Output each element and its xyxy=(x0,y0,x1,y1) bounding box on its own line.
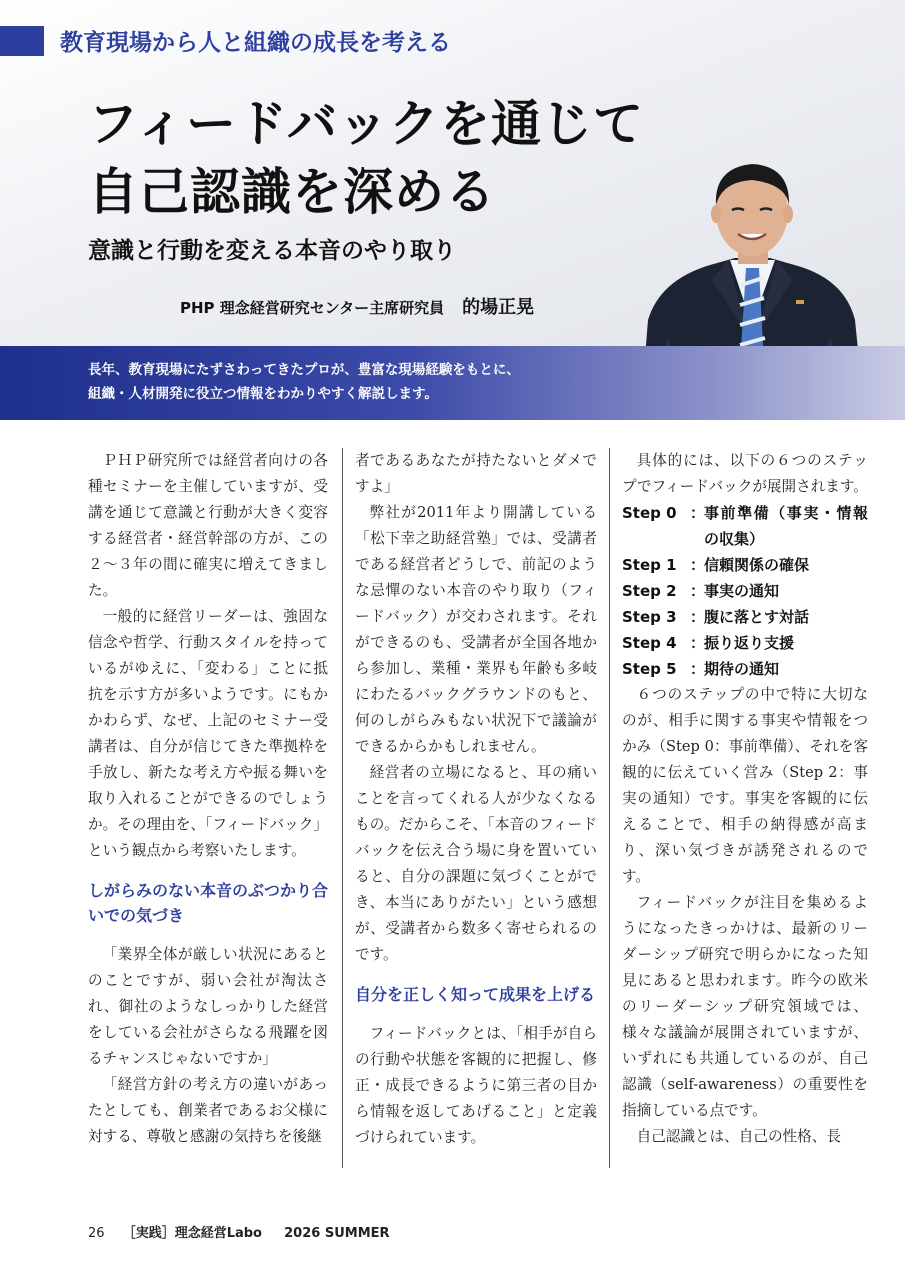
magazine-name: ［実践］理念経営Labo xyxy=(122,1226,262,1241)
author-byline xyxy=(180,293,534,319)
step-item: Step 0 ： 事前準備（事実・情報の収集） xyxy=(622,500,868,552)
step-item: Step 4 ： 振り返り支援 xyxy=(622,630,868,656)
column-divider xyxy=(609,448,610,1168)
step-label: Step 3 xyxy=(622,608,677,626)
step-item: Step 5 ： 期待の通知 xyxy=(622,656,868,682)
step-text: 期待の通知 xyxy=(704,660,780,678)
author-affiliation: PHP 理念経営研究センター主席研究員 xyxy=(180,299,445,317)
column-1 xyxy=(88,448,328,1150)
step-label: Step 0 xyxy=(622,504,677,522)
article-subtitle: 意識と行動を変える本音のやり取り xyxy=(88,238,456,264)
step-text: 信頼関係の確保 xyxy=(704,556,810,574)
step-item: Step 2 ： 事実の通知 xyxy=(622,578,868,604)
title-line-2: 自己認識を深める xyxy=(88,163,496,221)
paragraph: 「業界全体が厳しい状況にあるとのことですが、弱い会社が淘汰され、御社のようなしっかりした経営をしている会社がさらなる飛躍を図るチャンスじゃないですか」 xyxy=(88,946,328,1067)
column-divider xyxy=(342,448,343,1168)
column-2 xyxy=(355,448,597,1151)
paragraph: ６つのステップの中で特に大切なのが、相手に関する事実や情報をつかみ（Step 0：事前準備）、それを客観的に伝えていく営み（Step 2：事実の通知）です。事実を客観的に伝えることで、相手の納得感が高まり、深い気づきが誘発されるのです。 xyxy=(622,686,868,885)
paragraph: 者であるあなたが持たないとダメですよ」 xyxy=(355,452,597,495)
lead-text xyxy=(88,358,520,406)
page-footer xyxy=(88,1222,390,1241)
paragraph: 経営者の立場になると、耳の痛いことを言ってくれる人が少なくなるもの。だからこそ、「本音のフィードバックを伝え合う場に身を置いていると、自分の課題に気づくことができ、本当にありがたい」という感想が、受講者から数多く寄せられるのです。 xyxy=(355,764,597,963)
step-item: Step 1 ： 信頼関係の確保 xyxy=(622,552,868,578)
step-label: Step 1 xyxy=(622,556,677,574)
step-label: Step 5 xyxy=(622,660,677,678)
paragraph: 自己認識とは、自己の性格、長 xyxy=(636,1128,841,1145)
lead-line-2: 組織・人材開発に役立つ情報をわかりやすく解説します。 xyxy=(88,386,438,402)
paragraph: フィードバックとは、「相手が自らの行動や状態を客観的に把握し、修正・成長できるように第三者の目から情報を返してあげること」と定義づけられています。 xyxy=(355,1025,597,1146)
column-3 xyxy=(622,448,868,1150)
series-title: 教育現場から人と組織の成長を考える xyxy=(60,30,451,56)
step-list xyxy=(622,500,868,682)
step-label: Step 2 xyxy=(622,582,677,600)
paragraph: フィードバックが注目を集めるようになったきっかけは、最新のリーダーシップ研究で明らかになった知見にあると思われます。昨今の欧米のリーダーシップ研究領域では、様々な議論が展開されていますが、いずれにも共通しているのが、自己認識（self-awareness）の重要性を指摘している点です。 xyxy=(622,894,868,1119)
step-text: 腹に落とす対話 xyxy=(704,608,810,626)
issue-label: 2026 SUMMER xyxy=(284,1226,390,1241)
step-text: 振り返り支援 xyxy=(704,634,795,652)
step-text: 事実の通知 xyxy=(704,582,780,600)
article-title xyxy=(88,90,644,226)
paragraph: 具体的には、以下の６つのステップでフィードバックが展開されます。 xyxy=(622,452,868,495)
paragraph: 一般的に経営リーダーは、強固な信念や哲学、行動スタイルを持っているがゆえに、「変わる」ことに抵抗を示す方が多いようです。にもかかわらず、なぜ、上記のセミナー受講者は、自分が信じてきた準拠枠を手放し、新たな考え方や振る舞いを取り入れることができるのでしょうか。その理由を、「フィードバック」という観点から考察いたします。 xyxy=(88,608,328,859)
author-name: 的場正晃 xyxy=(462,297,535,318)
paragraph: ＰＨＰ研究所では経営者向けの各種セミナーを主催していますが、受講を通じて意識と行動が大きく変容する経営者・経営幹部の方が、この２〜３年の間に確実に増えてきました。 xyxy=(88,452,328,599)
paragraph: 弊社が2011年より開講している「松下幸之助経営塾」では、受講者である経営者どうしで、前記のような忌憚のない本音のやり取り（フィードバック）が交わされます。それができるのも、受講者が全国各地から参加し、業種・業界も年齢も多岐にわたるバックグラウンドのもと、何のしがらみもない状況下で議論ができるからかもしれません。 xyxy=(355,504,597,755)
lead-line-1: 長年、教育現場にたずさわってきたプロが、豊富な現場経験をもとに、 xyxy=(88,362,520,378)
step-text: 事前準備（事実・情報の収集） xyxy=(704,504,868,548)
section-heading: しがらみのない本音のぶつかり合いでの気づき xyxy=(88,881,329,925)
paragraph: 「経営方針の考え方の違いがあったとしても、創業者であるお父様に対する、尊敬と感謝の気持ちを後継 xyxy=(88,1076,328,1145)
page-number: 26 xyxy=(88,1226,105,1241)
title-line-1: フィードバックを通じて xyxy=(88,95,644,153)
step-item: Step 3 ： 腹に落とす対話 xyxy=(622,604,868,630)
series-color-block xyxy=(0,26,44,56)
section-heading: 自分を正しく知って成果を上げる xyxy=(355,985,596,1004)
step-label: Step 4 xyxy=(622,634,677,652)
